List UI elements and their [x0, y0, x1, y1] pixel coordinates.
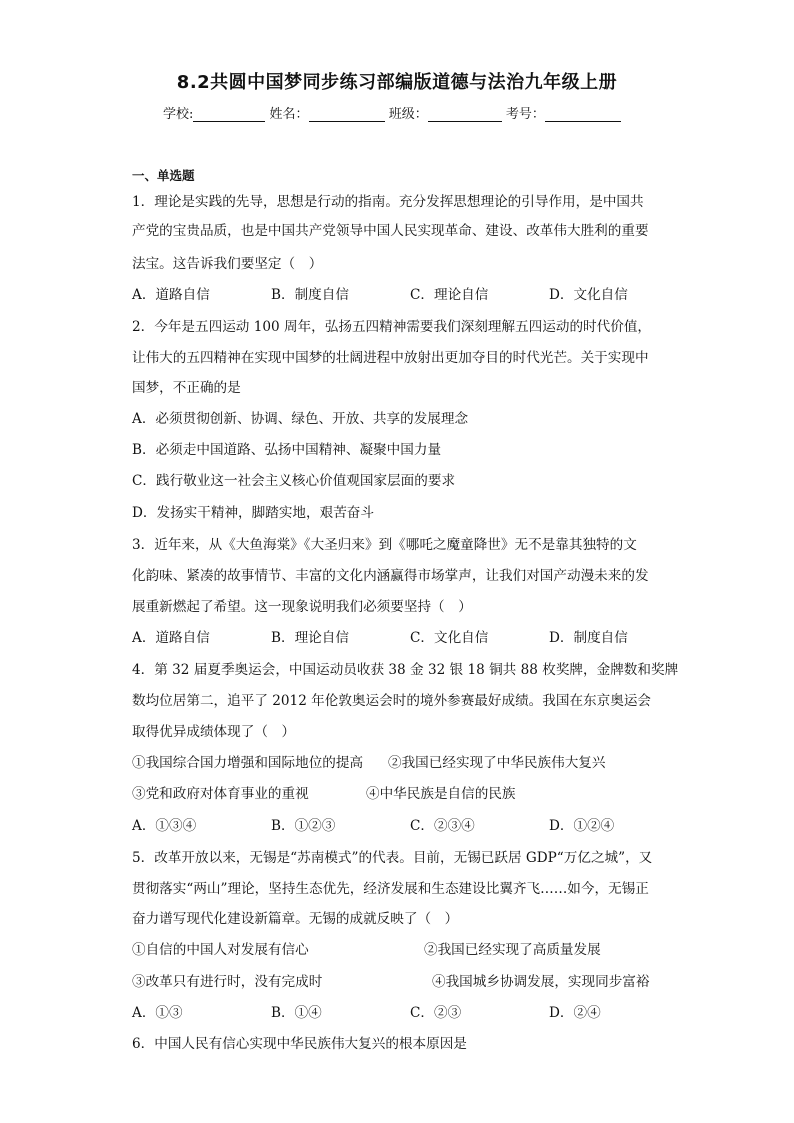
class-blank	[428, 107, 502, 122]
question-1-option-d: D．文化自信	[549, 287, 628, 303]
question-5-line: 奋力谱写现代化建设新篇章。无锡的成就反映了（ ）	[132, 911, 459, 927]
question-1-line: 法宝。这告诉我们要坚定（ ）	[132, 256, 323, 272]
question-1-option-a: A．道路自信	[132, 287, 210, 303]
question-4-statement: ③党和政府对体育事业的重视	[132, 786, 309, 802]
question-3-option-b: B．理论自信	[271, 630, 349, 646]
question-5-line: 5．改革开放以来，无锡是“苏南模式”的代表。目前，无锡已跃居 GDP“万亿之城”，又	[132, 850, 653, 866]
question-4-option-a: A．①③④	[132, 818, 197, 834]
question-4-option-d: D．①②④	[549, 818, 615, 834]
question-4-line: 取得优异成绩体现了（ ）	[132, 724, 296, 740]
question-2-option-a: A．必须贯彻创新、协调、绿色、开放、共享的发展理念	[132, 411, 469, 427]
question-1-option-b: B．制度自信	[271, 287, 349, 303]
question-5-option-d: D．②④	[549, 1005, 601, 1021]
question-5-option-b: B．①④	[271, 1005, 322, 1021]
class-label: 班级：	[388, 107, 428, 122]
question-4-statement: ④中华民族是自信的民族	[366, 786, 516, 802]
question-5-line: 贯彻落实“两山”理论，坚持生态优先，经济发展和生态建设比翼齐飞……如今，无锡正	[132, 881, 649, 897]
name-blank	[309, 107, 385, 122]
question-4-statement: ②我国已经实现了中华民族伟大复兴	[388, 755, 606, 771]
question-1-line: 产党的宝贵品质，也是中国共产党领导中国人民实现革命、建设、改革伟大胜利的重要	[132, 223, 649, 239]
student-info-row	[163, 103, 621, 122]
question-2-line: 国梦，不正确的是	[132, 380, 241, 396]
question-2-option-c: C．践行敬业这一社会主义核心价值观国家层面的要求	[132, 473, 456, 489]
question-3-option-c: C．文化自信	[410, 630, 489, 646]
page-title: 8.2共圆中国梦同步练习部编版道德与法治九年级上册	[176, 72, 618, 93]
name-label: 姓名：	[269, 107, 309, 122]
question-2-line: 2．今年是五四运动 100 周年，弘扬五四精神需要我们深刻理解五四运动的时代价值，	[132, 319, 652, 335]
question-3-option-d: D．制度自信	[549, 630, 628, 646]
question-6-line: 6．中国人民有信心实现中华民族伟大复兴的根本原因是	[132, 1036, 467, 1052]
question-2-option-d: D．发扬实干精神，脚踏实地，艰苦奋斗	[132, 505, 374, 521]
question-5-statement: ③改革只有进行时，没有完成时	[132, 974, 323, 990]
question-5-statement: ①自信的中国人对发展有信心	[132, 942, 309, 958]
question-3-line: 化韵味、紧凑的故事情节、丰富的文化内涵赢得市场掌声，让我们对国产动漫未来的发	[132, 568, 649, 584]
question-4-option-c: C．②③④	[410, 818, 475, 834]
question-4-line: 数均位居第二，追平了 2012 年伦敦奥运会时的境外参赛最好成绩。我国在东京奥运会	[132, 693, 652, 709]
question-2-line: 让伟大的五四精神在实现中国梦的壮阔进程中放射出更加夺目的时代光芒。关于实现中	[132, 350, 649, 366]
question-1-line: 1．理论是实践的先导，思想是行动的指南。充分发挥思想理论的引导作用，是中国共	[132, 194, 644, 210]
question-5-option-c: C．②③	[410, 1005, 462, 1021]
exam-number-blank	[545, 107, 621, 122]
question-4-line: 4．第 32 届夏季奥运会，中国运动员收获 38 金 32 银 18 铜共 88 枚奖牌，金牌数和奖牌	[132, 662, 679, 678]
question-3-option-a: A．道路自信	[132, 630, 210, 646]
question-5-option-a: A．①③	[132, 1005, 183, 1021]
school-label: 学校:	[163, 107, 194, 122]
question-4-option-b: B．①②③	[271, 818, 336, 834]
question-4-statement: ①我国综合国力增强和国际地位的提高	[132, 755, 364, 771]
question-3-line: 3．近年来，从《大鱼海棠》《大圣归来》到《哪吒之魔童降世》无不是靠其独特的文	[132, 537, 637, 553]
question-5-statement: ④我国城乡协调发展，实现同步富裕	[432, 974, 650, 990]
question-5-statement: ②我国已经实现了高质量发展	[424, 942, 601, 958]
question-3-line: 展重新燃起了希望。这一现象说明我们必须要坚持（ ）	[132, 599, 472, 615]
question-1-option-c: C．理论自信	[410, 287, 489, 303]
exam-number-label: 考号：	[505, 107, 545, 122]
question-2-option-b: B．必须走中国道路、弘扬中国精神、凝聚中国力量	[132, 442, 442, 458]
school-blank	[193, 107, 265, 122]
section-title: 一、单选题	[132, 168, 195, 183]
